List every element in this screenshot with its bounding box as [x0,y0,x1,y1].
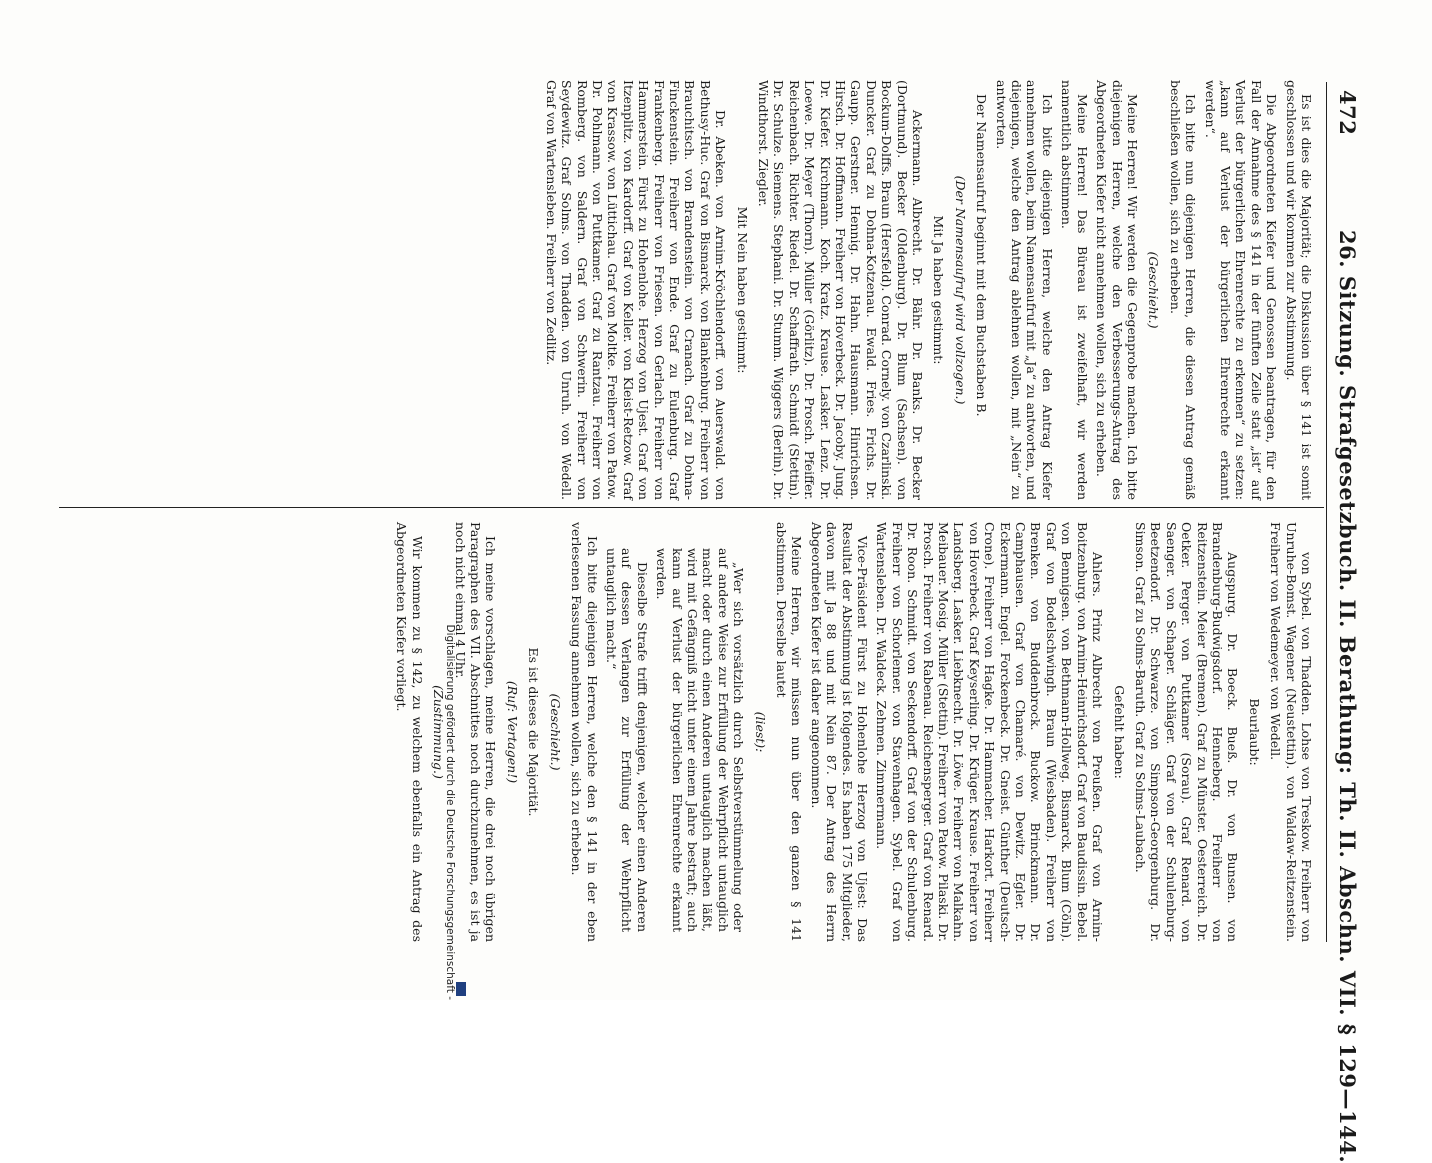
paragraph: Meine Herren, wir müssen nun über den ganzen § 141 abstimmen. Derselbe lautet [774,522,805,942]
centered-heading: Beurlaubt: [1246,698,1262,766]
right-column [390,522,1314,942]
stage-direction: (Geschieht.) [547,693,563,771]
centered-heading: Gefehlt haben: [1111,685,1127,779]
quoted-paragraph: Dieselbe Strafe trifft denjenigen, welcher einen Anderen auf dessen Verlangen zur Erfüllung der Wehrpflicht untauglich macht.“ [603,548,650,932]
stage-direction: (liest): [752,711,768,753]
paragraph: Wir kommen zu § 142, zu welchem ebenfalls ein Antrag des Abgeordneten Kiefer vorliegt. [394,522,425,942]
paragraph: Meine Herren! Wir werden die Gegenprobe machen. Ich bitte diejenigen Herren, welche den Verbesserungs-Antrag des Abgeordneten Kiefer nicht annehmen wollen, sich zu erheben. [1094,80,1140,500]
name-list: Ahlers. Prinz Albrecht von Preußen. Graf von Arnim-Boitzenburg. von Arnim-Heinrichsdorf. Graf von Baudissin. Bebel. von Bennigsen. von Bethmann-Hollweg. Bismarck. Blum (Cöln). Graf von Bodelschwingh. Braun (Wiesbaden). Freiherr von Brenken. von Buddenbrock. Buckow. Brinckmann. Dr. Camphausen. Graf von Chamaré. von Dewitz. Egler. Dr. Eckermann. Engel. Forckenbeck. Dr. Gneist. Günther (Deutsch-Crone). Freiherr von Hagke. Dr. Hammacher. Harkort. Freiherr von Hoverbeck. Graf Keyserling. Dr. Krüger. Krause. Freiherr von Landsberg. Lasker. Liebknecht. Dr. Löwe. Freiherr von Malkahn. Meibauer. Mosig. Müller (Stettin). Freiherr von Patow. Pilaski. Dr. Prosch. Freiherr von Rabenau. Reichensperger. Graf von Renard. Dr. Roon. Schmidt. von Seckendorff. Graf von der Schulenburg. Freiherr von Schorlemer. von Stavenhagen. Sybel. Graf von Wartensleben. Dr. Waldeck. Zehmen. Zimmermann. [874,522,1106,942]
running-title: 26. Sitzung. Strafgesetzbuch. II. Berathung: Th. II. Abschn. VII. § 129—144. [1335,230,1360,1163]
paragraph: Ich bitte diejenigen Herren, welche den Antrag Kiefer annehmen wollen, beim Namensaufruf mit „Ja“ zu antworten, und diejenigen, welche den Antrag ablehnen wollen, mit „Nein“ zu antworten. [993,80,1055,500]
left-column [539,80,1314,500]
name-list: Augspurg. Dr. Boeck. Bueß. Dr. von Bunsen. von Brandenburg-Budwigsdorf. Henneberg. Freiherr von Reitzenstein. Meier (Bremen). Graf zu Münster. Oesterreich. Dr. Oetker. Perger. von Puttkamer (Sorau). Graf Renard. von Saenger. von Schaper. Schläger. Graf von der Schulenburg-Beetzendorf. Dr. Schwarze. von Simpson-Georgenburg. Dr. Simson. Graf zu Solms-Baruth. Graf zu Solms-Laubach. [1132,522,1241,942]
paragraph: Ich meine vorschlagen, meine Herren, die drei noch übrigen Paragraphen des VII. Abschnittes noch durchzunehmen, es ist ja noch nicht einmal 4 Uhr. [452,522,499,942]
paragraph: Ich bitte diejenigen Herren, welche den § 141 in der eben verlesenen Fassung annehmen wollen, sich zu erheben. [569,522,600,942]
digitization-note: Digitalisierung gefördert durch die Deutsche Forschungsgemeinschaft - [444,624,456,1000]
stage-direction: (Geschieht.) [1146,251,1162,329]
page-header [1330,80,1360,1163]
stage-direction: (Zustimmung.) [431,685,447,779]
centered-heading: Mit Nein haben gestimmt: [734,206,750,374]
centered-heading: Es ist dieses die Majorität. [526,647,542,817]
paragraph: Vice-Präsident Fürst zu Hohenlohe Herzog von Ujest: Das Resultat der Abstimmung ist folgendes. Es haben 175 Mitglieder, davon mit Ja 88 und mit Nein 87. Der Antrag des Herrn Abgeordneten Kiefer ist daher angenommen. [808,522,871,942]
paragraph: Der Namensaufruf beginnt mit dem Buchstaben B. [974,94,990,417]
digitization-footer [444,0,456,1000]
column-divider [59,507,1324,508]
name-list: Ackermann. Albrecht. Dr. Bähr. Dr. Banks. Dr. Becker (Dortmund). Becker (Oldenburg). Dr. Blum (Sachsen). von Bockum-Dolffs. Braun (Hersfeld). Conrad. Cornely. von Czarlinski. Duncker. Graf zu Dohna-Kotzenau. Ewald. Fries. Frichs. Dr. Gaupp. Gerstner. Hennig. Dr. Hahn. Hausmann. Hinrichsen. Hirsch. Dr. Hoffmann. Freiherr von Hoverbeck. Dr. Jacoby. Jung. Dr. Kiefer. Kirchmann. Koch. Kratz. Krause. Lasker. Lenz. Dr. Loewe. Dr. Meyer (Thorn). Müller (Görlitz). Dr. Prosch. Pfeiffer. Reichenbach. Richter. Riedel. Dr. Schaffrath. Schmidt (Stettin). Dr. Schulze. Siemens. Stephani. Dr. Stumm. Wiggers (Berlin). Dr. Windthorst. Ziegler. [756,80,926,500]
paragraph: Es ist dies die Majorität; die Diskussion über § 141 ist somit geschlossen und wir kommen zur Abstimmung. [1283,80,1314,500]
paragraph: Die Abgeordneten Kiefer und Genossen beantragen, für den Fall der Annahme des § 141 in der fünften Zeile statt „ist“ auf Verlust der bürgerlichen Ehrenrechte zu erkennen“ zu setzen: „kann auf Verlust der bürgerlichen Ehrenrechte erkannt werden“. [1202,80,1280,500]
name-list: von Sybel. von Thadden. Lohse von Treskow. Freiherr von Unruhe-Bomst. Wagener (Neustettin). von Waldaw-Reitzenstein. Freiherr von Wedemeyer. von Wedell. [1268,522,1314,942]
page-number: 472 [1335,90,1360,136]
paragraph: Ich bitte nun diejenigen Herren, die diesen Antrag gemäß beschließen wollen, sich zu erheben. [1167,80,1199,500]
quoted-paragraph: „Wer sich vorsätzlich durch Selbstverstümmelung oder auf andere Weise zur Erfüllung der Wehrpflicht untauglich macht oder durch einen Anderen untauglich machen läßt, wird mit Gefängniß nicht unter einem Jahre bestraft; auch kann auf Verlust der bürgerlichen Ehrenrechte erkannt werden. [654,548,747,932]
header-rule [1326,82,1327,942]
stage-direction: (Der Namensaufruf wird vollzogen.) [952,175,968,405]
centered-heading: Mit Ja haben gestimmt: [931,215,947,365]
dfg-logo-icon [456,982,466,996]
name-list: Dr. Abeken. von Arnim-Kröchlendorff. von Auerswald. von Bethusy-Huc. Graf von Bismarck. von Blankenburg. Freiherr von Brauchitsch. von Brandenstein. von Cranach. Graf zu Dohna-Finckenstein. Freiherr von Ende. Graf zu Eulenburg. Graf Frankenberg. Freiherr von Friesen. von Gerlach. Freiherr von Hammerstein. Fürst zu Hohenlohe. Herzog von Ujest. Graf von Itzenplitz. von Kardorff. Graf von Keller. von Kleist-Retzow. Graf von Krassow. von Lüttichau. Graf von Moltke. Freiherr von Patow. Dr. Pohlmann. von Puttkamer. Graf zu Rantzau. Freiherr von Romberg. von Saldern. Graf von Schwerin. Freiherr von Seydewitz. Graf Solms. von Thadden. von Unruh. von Wedell. Graf von Wartensleben. Freiherr von Zedlitz. [543,80,729,500]
stage-direction: (Ruf: Vertagen!) [504,680,520,784]
paragraph: Meine Herren! Das Büreau ist zweifelhaft, wir werden namentlich abstimmen. [1059,80,1090,500]
